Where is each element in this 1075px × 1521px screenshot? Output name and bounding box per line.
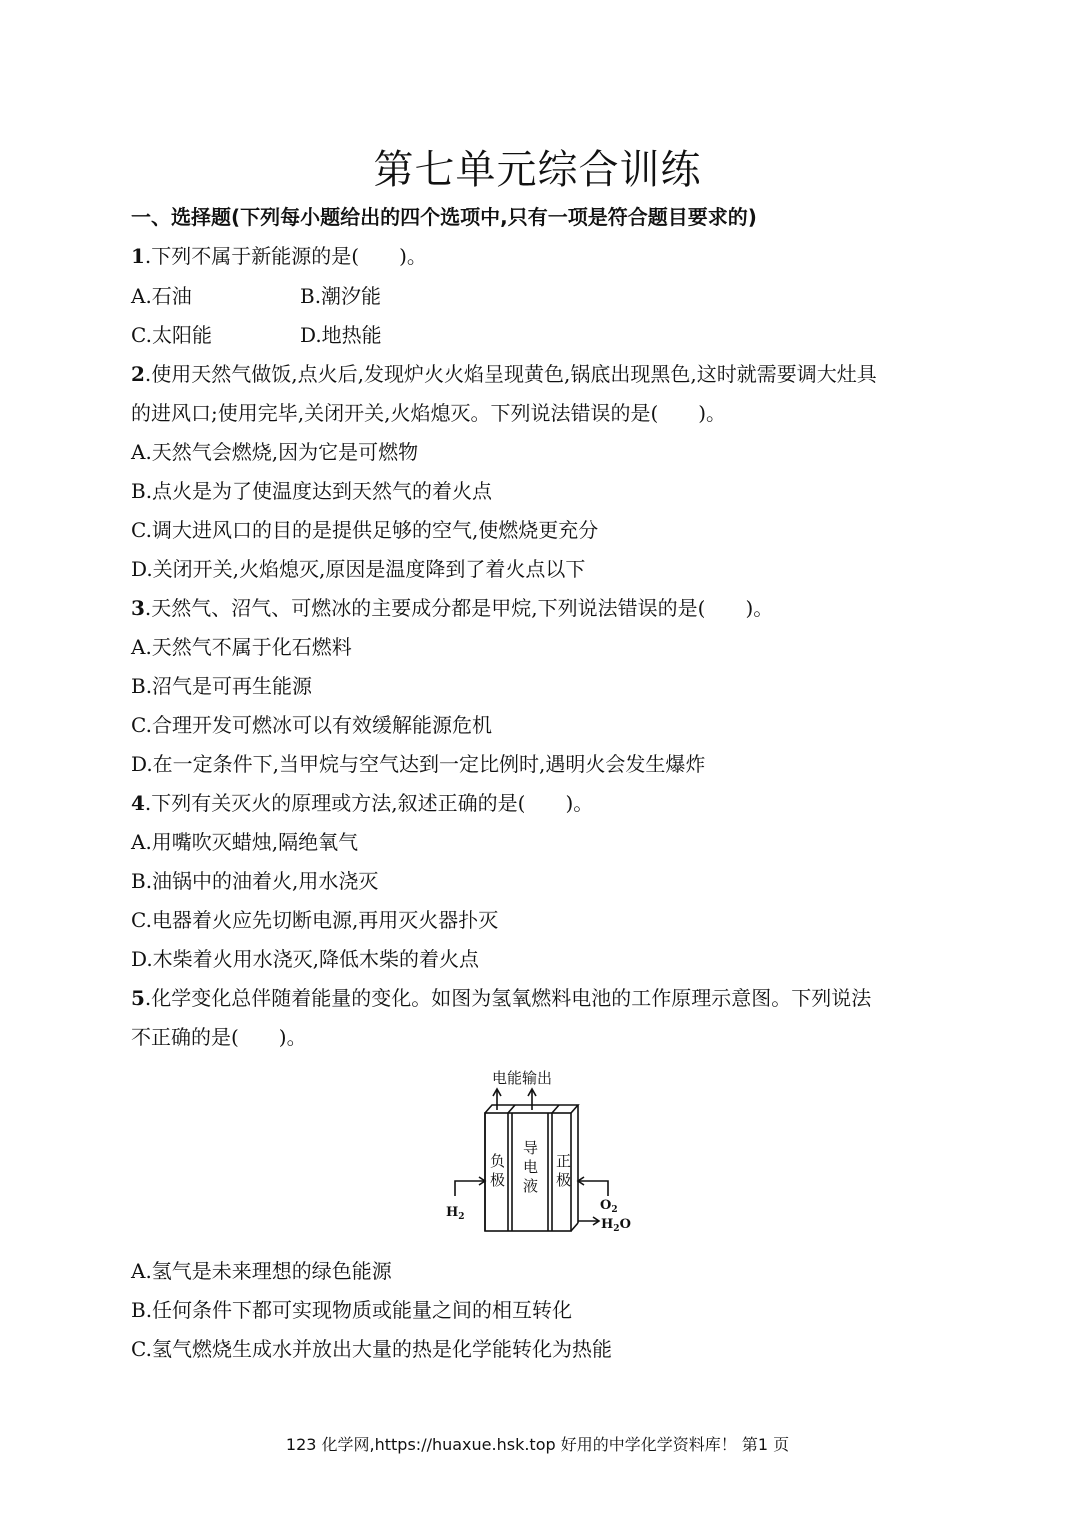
q2-option-c: C.调大进风口的目的是提供足够的空气,使燃烧更充分	[131, 518, 599, 542]
question-2-stem	[131, 358, 877, 387]
question-text: .下列不属于新能源的是( )。	[144, 244, 427, 268]
question-number: 2	[131, 362, 145, 386]
h2o-label: $H_2O$	[601, 1217, 631, 1234]
q3-option-d: D.在一定条件下,当甲烷与空气达到一定比例时,遇明火会发生爆炸	[131, 752, 706, 776]
q2-option-d: D.关闭开关,火焰熄灭,原因是温度降到了着火点以下	[131, 557, 586, 581]
question-3-stem	[131, 592, 773, 621]
q3-option-c: C.合理开发可燃冰可以有效缓解能源危机	[131, 713, 492, 737]
q4-option-b: B.油锅中的油着火,用水浇灭	[131, 869, 379, 893]
h2-label: $H_2$	[446, 1205, 465, 1222]
q1-option-c: C.太阳能	[131, 323, 212, 347]
q1-option-d: D.地热能	[300, 323, 382, 347]
q5-option-a: A.氢气是未来理想的绿色能源	[131, 1259, 392, 1283]
question-number: 5	[131, 986, 145, 1010]
q4-option-a: A.用嘴吹灭蜡烛,隔绝氧气	[131, 830, 359, 854]
question-number: 3	[131, 596, 145, 620]
output-label: 电能输出	[492, 1069, 553, 1087]
question-text: .下列有关灭火的原理或方法,叙述正确的是( )。	[144, 791, 594, 815]
question-5-stem	[131, 982, 871, 1011]
fuel-cell-diagram	[440, 1063, 640, 1238]
q1-option-b: B.潮汐能	[300, 284, 382, 308]
question-text: .使用天然气做饭,点火后,发现炉火火焰呈现黄色,锅底出现黑色,这时就需要调大灶具	[144, 362, 877, 386]
question-text: .化学变化总伴随着能量的变化。如图为氢氧燃料电池的工作原理示意图。下列说法	[144, 986, 872, 1010]
electrolyte-label-2: 电	[523, 1158, 539, 1176]
o2-label: $O_2$	[600, 1198, 618, 1215]
q3-option-a: A.天然气不属于化石燃料	[131, 635, 352, 659]
question-2-stem-cont: 的进风口;使用完毕,关闭开关,火焰熄灭。下列说法错误的是( )。	[131, 401, 727, 425]
question-number: 1	[131, 244, 145, 268]
q4-option-d: D.木柴着火用水浇灭,降低木柴的着火点	[131, 947, 480, 971]
q2-option-b: B.点火是为了使温度达到天然气的着火点	[131, 479, 493, 503]
cathode-top	[552, 1105, 559, 1113]
electrolyte-label-3: 液	[523, 1177, 539, 1195]
q4-option-c: C.电器着火应先切断电源,再用灭火器扑灭	[131, 908, 499, 932]
q2-option-a: A.天然气会燃烧,因为它是可燃物	[131, 440, 419, 464]
section-heading: 一、选择题(下列每小题给出的四个选项中,只有一项是符合题目要求的)	[131, 205, 757, 229]
question-text: .天然气、沼气、可燃冰的主要成分都是甲烷,下列说法错误的是( )。	[144, 596, 774, 620]
q5-option-c: C.氢气燃烧生成水并放出大量的热是化学能转化为热能	[131, 1337, 612, 1361]
cathode-label-1: 正	[556, 1152, 572, 1170]
electrolyte-label-1: 导	[523, 1139, 539, 1157]
question-4-stem	[131, 787, 593, 816]
q3-option-b: B.沼气是可再生能源	[131, 674, 313, 698]
question-1-stem	[131, 240, 427, 269]
page-title: 第七单元综合训练	[373, 147, 702, 193]
anode-label-2: 极	[490, 1171, 506, 1189]
page-footer: 123 化学网,https://huaxue.hsk.top 好用的中学化学资料库！ 第1 页	[285, 1435, 790, 1454]
anode-label-1: 负	[490, 1152, 506, 1170]
anode-top	[508, 1105, 515, 1113]
q1-option-a: A.石油	[131, 284, 192, 308]
question-number: 4	[131, 791, 145, 815]
cell-depth-bottom	[571, 1223, 578, 1231]
question-5-stem-cont: 不正确的是( )。	[131, 1025, 307, 1049]
cathode-label-2: 极	[556, 1171, 572, 1189]
q5-option-b: B.任何条件下都可实现物质或能量之间的相互转化	[131, 1298, 573, 1322]
